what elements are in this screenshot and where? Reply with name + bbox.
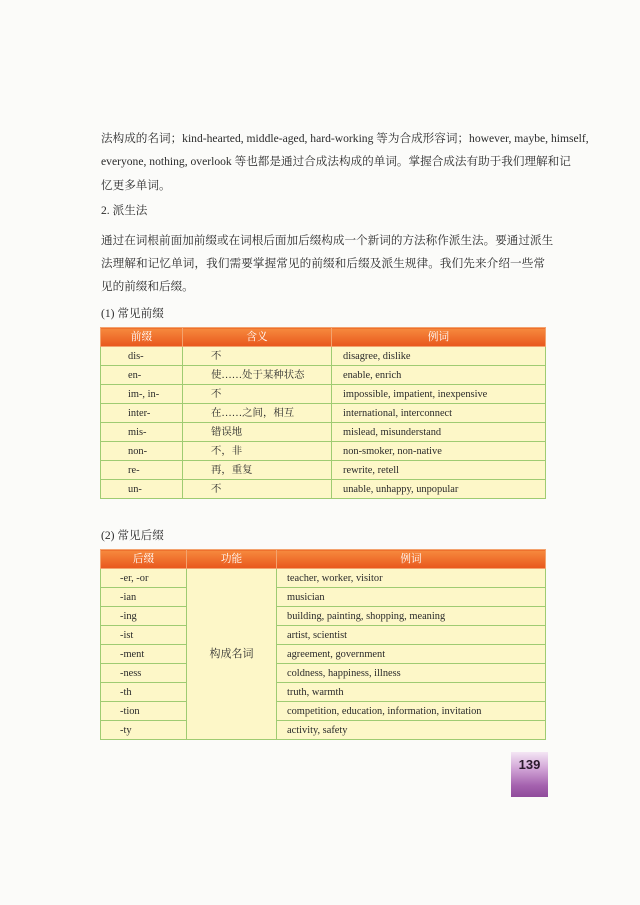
meaning-cell: 不，非 xyxy=(183,442,332,461)
examples-cell: activity, safety xyxy=(277,721,546,740)
header-function: 功能 xyxy=(187,550,277,569)
examples-cell: artist, scientist xyxy=(277,626,546,645)
examples-cell: enable, enrich xyxy=(332,366,546,385)
prefix-cell: un- xyxy=(101,480,183,499)
prefix-cell: mis- xyxy=(101,423,183,442)
prefix-row xyxy=(101,366,546,385)
suffix-row xyxy=(101,664,546,683)
page-number: 139 xyxy=(518,757,541,772)
meaning-cell: 不 xyxy=(183,347,332,366)
meaning-cell: 错误地 xyxy=(183,423,332,442)
suffix-cell: -th xyxy=(101,683,187,702)
examples-cell: mislead, misunderstand xyxy=(332,423,546,442)
examples-cell: international, interconnect xyxy=(332,404,546,423)
suffix-row xyxy=(101,721,546,740)
examples-cell: truth, warmth xyxy=(277,683,546,702)
header-meaning: 含义 xyxy=(183,328,332,347)
suffix-cell: -ian xyxy=(101,588,187,607)
examples-cell: competition, education, information, invitation xyxy=(277,702,546,721)
examples-cell: disagree, dislike xyxy=(332,347,546,366)
para2-line-1: 通过在词根前面加前缀或在词根后面加后缀构成一个新词的方法称作派生法。要通过派生 xyxy=(101,234,554,247)
para1-line-1: 法构成的名词；kind-hearted, middle-aged, hard-working 等为合成形容词；however, maybe, himself, xyxy=(101,132,589,145)
examples-cell: unable, unhappy, unpopular xyxy=(332,480,546,499)
examples-cell: impossible, impatient, inexpensive xyxy=(332,385,546,404)
para2-line-3: 见的前缀和后缀。 xyxy=(101,280,194,293)
suffix-table-caption: (2) 常见后缀 xyxy=(101,529,164,542)
suffix-row xyxy=(101,588,546,607)
prefix-table xyxy=(100,327,546,499)
suffix-row xyxy=(101,626,546,645)
meaning-cell: 不 xyxy=(183,385,332,404)
prefix-row xyxy=(101,442,546,461)
meaning-cell: 在……之间，相互 xyxy=(183,404,332,423)
examples-cell: building, painting, shopping, meaning xyxy=(277,607,546,626)
meaning-cell: 再，重复 xyxy=(183,461,332,480)
examples-cell: agreement, government xyxy=(277,645,546,664)
suffix-cell: -er, -or xyxy=(101,569,187,588)
function-cell: 构成名词 xyxy=(187,569,277,740)
suffix-row xyxy=(101,702,546,721)
suffix-table-header xyxy=(101,550,546,569)
section-heading: 2. 派生法 xyxy=(101,204,148,217)
prefix-cell: non- xyxy=(101,442,183,461)
para1-line-3: 忆更多单词。 xyxy=(101,179,171,192)
prefix-row xyxy=(101,347,546,366)
prefix-cell: inter- xyxy=(101,404,183,423)
suffix-cell: -tion xyxy=(101,702,187,721)
meaning-cell: 不 xyxy=(183,480,332,499)
prefix-table-caption: (1) 常见前缀 xyxy=(101,307,164,320)
header-examples: 例词 xyxy=(332,328,546,347)
examples-cell: coldness, happiness, illness xyxy=(277,664,546,683)
suffix-cell: -ness xyxy=(101,664,187,683)
suffix-cell: -ty xyxy=(101,721,187,740)
para2-line-2: 法理解和记忆单词，我们需要掌握常见的前缀和后缀及派生规律。我们先来介绍一些常 xyxy=(101,257,545,270)
prefix-cell: dis- xyxy=(101,347,183,366)
para1-line-2: everyone, nothing, overlook 等也都是通过合成法构成的单词。掌握合成法有助于我们理解和记 xyxy=(101,155,571,168)
prefix-table-header xyxy=(101,328,546,347)
prefix-row xyxy=(101,404,546,423)
prefix-cell: im-, in- xyxy=(101,385,183,404)
suffix-cell: -ment xyxy=(101,645,187,664)
suffix-cell: -ing xyxy=(101,607,187,626)
header-suffix: 后缀 xyxy=(101,550,187,569)
header-prefix: 前缀 xyxy=(101,328,183,347)
prefix-row xyxy=(101,423,546,442)
examples-cell: rewrite, retell xyxy=(332,461,546,480)
prefix-row xyxy=(101,480,546,499)
prefix-cell: re- xyxy=(101,461,183,480)
examples-cell: non-smoker, non-native xyxy=(332,442,546,461)
prefix-row xyxy=(101,385,546,404)
examples-cell: teacher, worker, visitor xyxy=(277,569,546,588)
suffix-row xyxy=(101,607,546,626)
suffix-table xyxy=(100,549,546,740)
meaning-cell: 使……处于某种状态 xyxy=(183,366,332,385)
suffix-row xyxy=(101,683,546,702)
suffix-cell: -ist xyxy=(101,626,187,645)
prefix-row xyxy=(101,461,546,480)
suffix-row xyxy=(101,569,546,588)
suffix-row xyxy=(101,645,546,664)
examples-cell: musician xyxy=(277,588,546,607)
page-number-badge xyxy=(511,752,548,797)
header-examples: 例词 xyxy=(277,550,546,569)
prefix-cell: en- xyxy=(101,366,183,385)
